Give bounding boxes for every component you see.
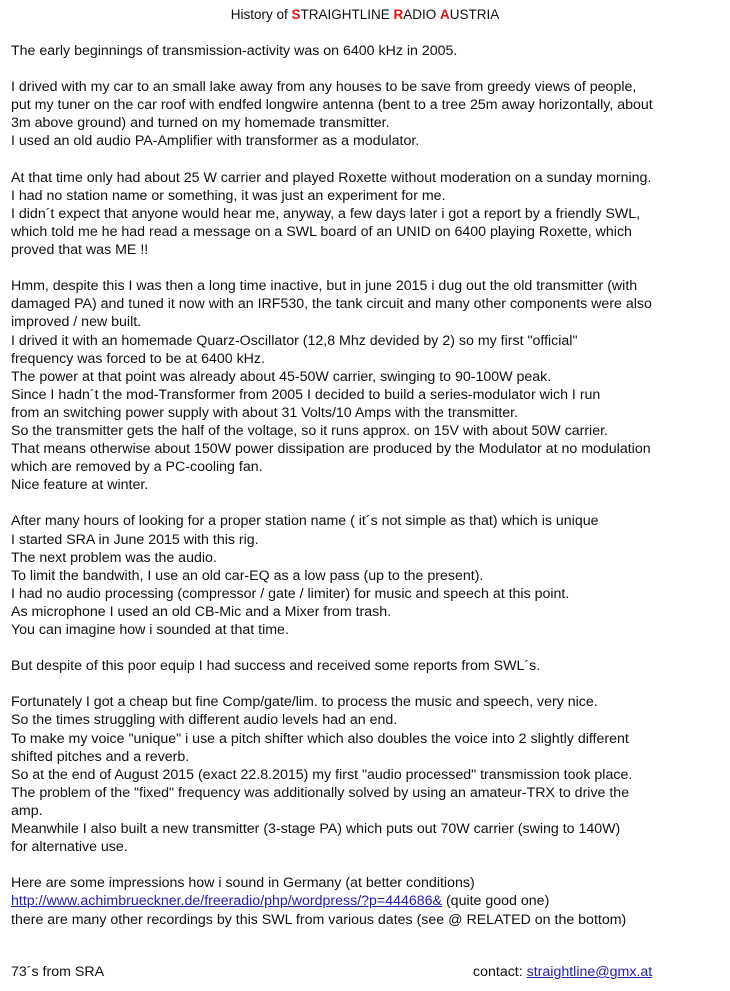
paragraph-3-line: frequency was forced to be at 6400 kHz.	[11, 350, 265, 367]
paragraph-4-line: To limit the bandwith, I use an old car-EQ as a low pass (up to the present).	[11, 567, 484, 584]
signoff: 73´s from SRA	[11, 964, 105, 980]
paragraph-3-line: from an switching power supply with about 31 Volts/10 Amps with the transmitter.	[11, 404, 519, 421]
paragraph-3-line: which are removed by a PC-cooling fan.	[11, 459, 263, 476]
paragraph-3-line: damaged PA) and tuned it now with an IRF530, the tank circuit and many other components were also	[11, 296, 652, 313]
impressions-link-line	[11, 892, 725, 910]
paragraph-3-line: Hmm, despite this I was then a long time inactive, but in june 2015 i dug out the old transmitter (with	[11, 278, 638, 295]
paragraph-2-line: proved that was ME !!	[11, 242, 149, 259]
paragraph-5-line: But despite of this poor equip I had success and received some reports from SWL´s.	[11, 658, 541, 675]
paragraph-4-line: You can imagine how i sounded at that time.	[11, 622, 289, 638]
paragraph-6-line: for alternative use.	[11, 839, 128, 856]
document-body	[11, 42, 725, 929]
contact-email-link[interactable]: straightline@gmx.at	[526, 964, 653, 980]
paragraph-4-line: I started SRA in June 2015 with this rig.	[11, 531, 259, 548]
paragraph-6-line: Meanwhile I also built a new transmitter (3-stage PA) which puts out 70W carrier (swing to 140W)	[11, 821, 621, 838]
paragraph-1-line: 3m above ground) and turned on my homemade transmitter.	[11, 115, 390, 132]
title-initial-a: A	[440, 7, 450, 22]
paragraph-3-line: I drived it with an homemade Quarz-Oscillator (12,8 Mhz devided by 2) so my first "official"	[11, 332, 578, 349]
paragraph-3-line: Since I hadn´t the mod-Transformer from 2005 I decided to build a series-modulator wich I run	[11, 386, 601, 403]
paragraph-3-line: The power at that point was already about 45-50W carrier, swinging to 90-100W peak.	[11, 368, 552, 385]
paragraph-6-line: The problem of the "fixed" frequency was additionally solved by using an amateur-TRX to drive the	[11, 784, 630, 801]
impressions-intro: Here are some impressions how i sound in Germany (at better conditions)	[11, 875, 475, 892]
paragraph-2-line: At that time only had about 25 W carrier and played Roxette without moderation on a sunday morning.	[11, 169, 652, 186]
contact	[473, 963, 652, 981]
paragraph-6-line: So at the end of August 2015 (exact 22.8.2015) my first "audio processed" transmission took place.	[11, 766, 633, 783]
paragraph-1-line: I drived with my car to an small lake away from any houses to be save from greedy views of people,	[11, 79, 637, 96]
paragraph-6-line: shifted pitches and a reverb.	[11, 748, 190, 765]
paragraph-6-line: So the times struggling with different audio levels had an end.	[11, 712, 398, 729]
paragraph-3-line: improved / new built.	[11, 314, 142, 331]
title-rest-3: USTRIA	[449, 7, 500, 22]
title-rest-2: ADIO	[403, 7, 441, 22]
paragraph-1-line: put my tuner on the car roof with endfed longwire antenna (bent to a tree 25m away horizontally, about	[11, 97, 653, 114]
paragraph-4-line: I had no audio processing (compressor / gate / limiter) for music and speech at this point.	[11, 585, 570, 602]
paragraph-1-line: I used an old audio PA-Amplifier with transformer as a modulator.	[11, 133, 420, 150]
paragraph-6-line: To make my voice "unique" i use a pitch shifter which also doubles the voice into 2 slightly different	[11, 730, 629, 747]
paragraph-3-line: So the transmitter gets the half of the voltage, so it runs approx. on 15V with about 50W carrier.	[11, 422, 608, 439]
paragraph-4-line: The next problem was the audio.	[11, 549, 217, 566]
paragraph-6-line: amp.	[11, 802, 43, 819]
document-footer	[11, 963, 725, 981]
paragraph-2-line: I had no station name or something, it was just an experiment for me.	[11, 187, 446, 204]
paragraph-2-line: I didn´t expect that anyone would hear me, anyway, a few days later i got a report by a friendly SWL,	[11, 205, 641, 222]
paragraph-3-line: Nice feature at winter.	[11, 477, 149, 494]
paragraph-3-line: That means otherwise about 150W power dissipation are produced by the Modulator at no modulation	[11, 441, 651, 458]
paragraph-0-line: The early beginnings of transmission-activity was on 6400 kHz in 2005.	[11, 43, 458, 59]
paragraph-6-line: Fortunately I got a cheap but fine Comp/gate/lim. to process the music and speech, very nice.	[11, 694, 598, 711]
paragraph-2-line: which told me he had read a message on a SWL board of an UNID on 6400 playing Roxette, which	[11, 223, 632, 240]
paragraph-4-line: As microphone I used an old CB-Mic and a Mixer from trash.	[11, 603, 392, 620]
paragraph-container	[11, 42, 725, 856]
recording-link[interactable]: http://www.achimbrueckner.de/freeradio/php/wordpress/?p=444686&	[11, 893, 443, 910]
document-title	[0, 6, 730, 24]
impressions-more: there are many other recordings by this SWL from various dates (see @ RELATED on the bottom)	[11, 911, 627, 928]
title-rest-1: TRAIGHTLINE	[300, 7, 394, 22]
contact-label: contact:	[473, 964, 527, 980]
title-initial-s: S	[291, 7, 301, 22]
title-prefix: History of	[230, 7, 292, 22]
paragraph-4-line: After many hours of looking for a proper station name ( it´s not simple as that) which is unique	[11, 513, 599, 530]
recording-link-note: (quite good one)	[442, 893, 550, 910]
title-initial-r: R	[393, 7, 404, 22]
